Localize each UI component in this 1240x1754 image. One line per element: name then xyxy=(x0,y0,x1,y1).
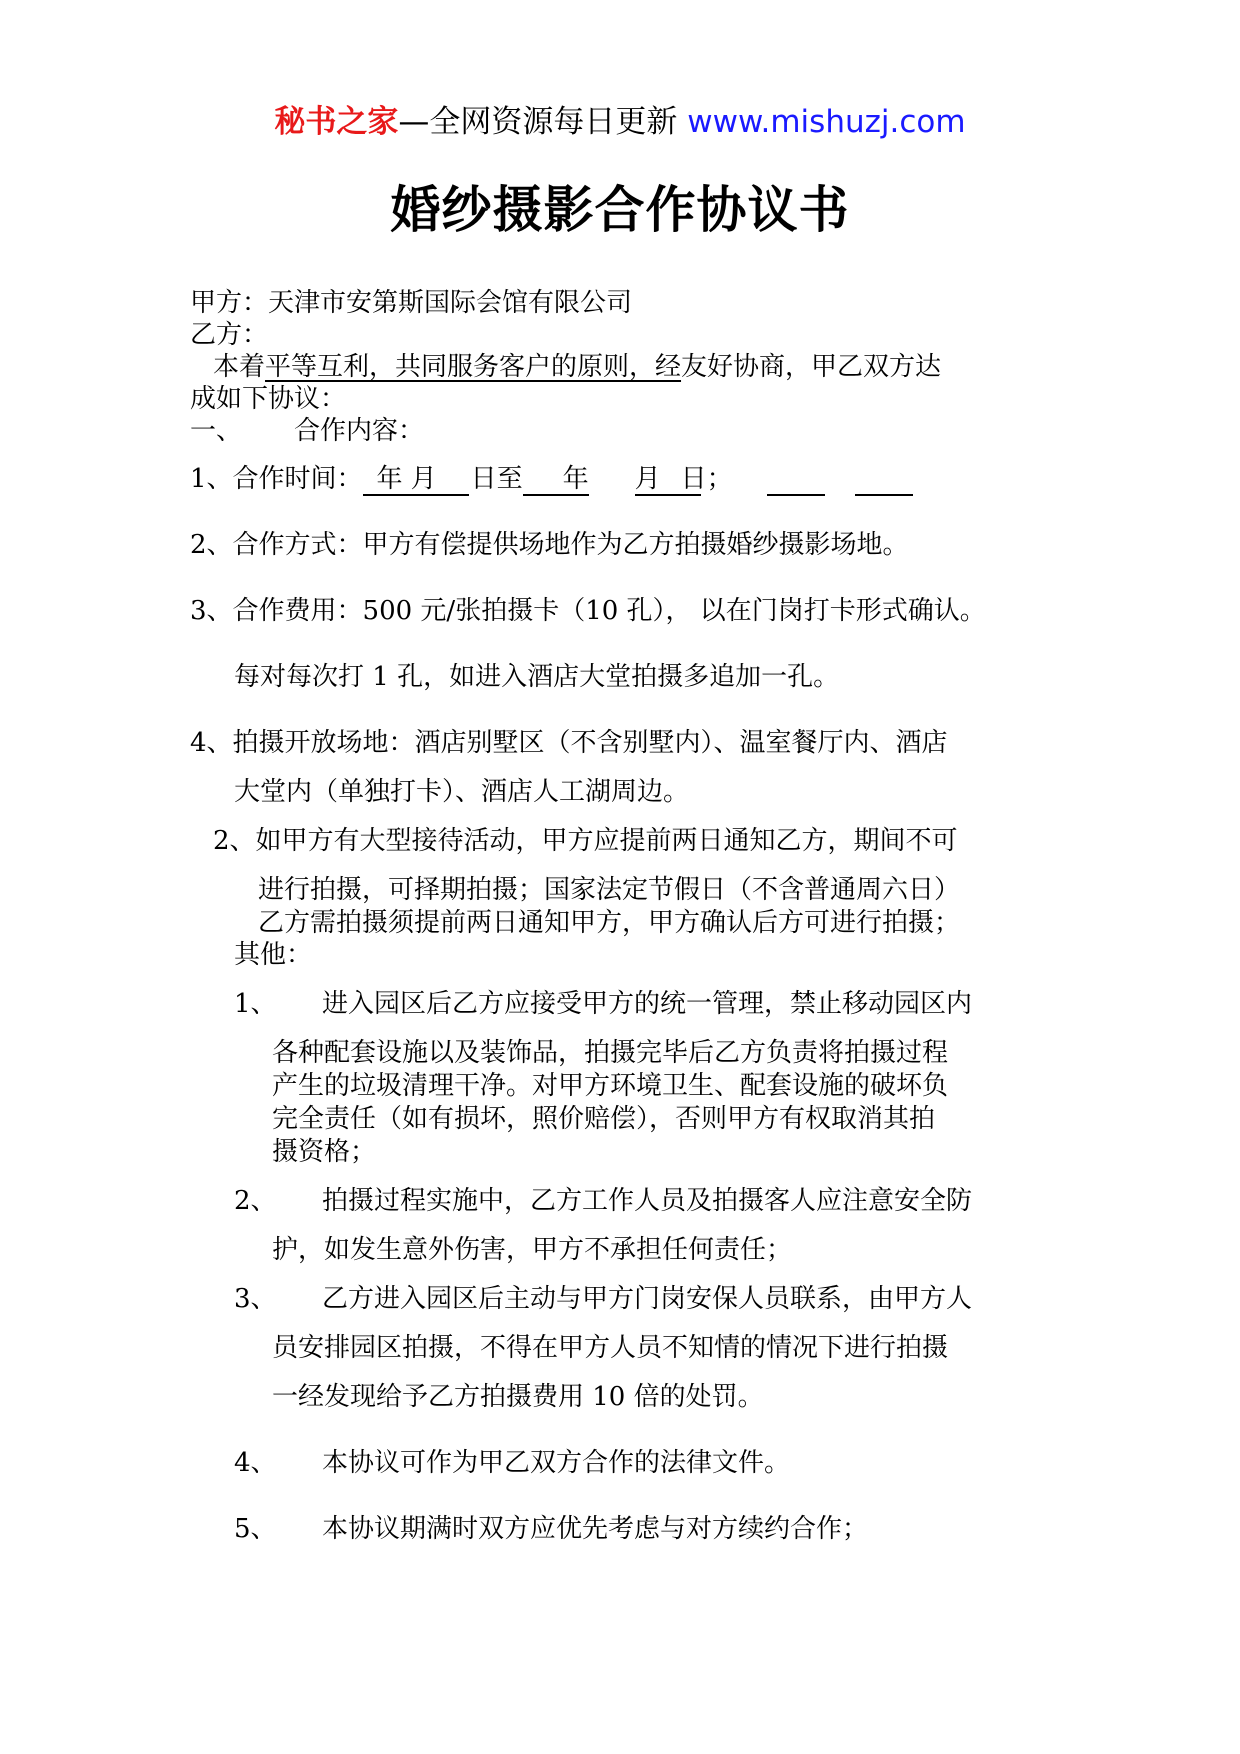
year2-text: 年 xyxy=(562,464,589,494)
other-item-line: 摄资格； xyxy=(272,1137,377,1167)
other-item-line: 完全责任（如有损坏，照价赔偿），否则甲方有权取消其拍 xyxy=(272,1104,936,1134)
site-slogan: —全网资源每日更新 xyxy=(398,104,678,140)
cooperation-time-line xyxy=(190,462,913,496)
intro-paragraph xyxy=(213,350,941,384)
other-item-number: 5、 xyxy=(234,1514,277,1544)
section-number: 一、 xyxy=(190,416,243,446)
other-item-line: 各种配套设施以及装饰品，拍摄完毕后乙方负责将拍摄过程 xyxy=(272,1038,949,1068)
day-text: 日 xyxy=(470,464,497,494)
extra-blank-1 xyxy=(767,464,825,496)
document-title: 婚纱摄影合作协议书 xyxy=(390,181,850,239)
venue-line-1: 4、拍摄开放场地：酒店别墅区（不含别墅内）、温室餐厅内、酒店 xyxy=(190,728,948,758)
venue-line-2: 大堂内（单独打卡）、酒店人工湖周边。 xyxy=(234,777,690,807)
other-item-number: 1、 xyxy=(234,989,277,1019)
other-item-line: 进入园区后乙方应接受甲方的统一管理，禁止移动园区内 xyxy=(322,989,973,1019)
fee-note-line: 每对每次打 1 孔，如进入酒店大堂拍摄多追加一孔。 xyxy=(234,662,840,692)
intro-line-2: 成如下协议： xyxy=(190,384,347,414)
other-item-line: 产生的垃圾清理干净。对甲方环境卫生、配套设施的破坏负 xyxy=(272,1071,949,1101)
other-item-line: 护，如发生意外伤害，甲方不承担任何责任； xyxy=(272,1235,793,1265)
site-url-link[interactable]: www.mishuzj.com xyxy=(687,104,966,140)
month-text: 月 xyxy=(410,464,437,494)
other-item-line: 一经发现给予乙方拍摄费用 10 倍的处罚。 xyxy=(272,1382,764,1412)
notice-line-1: 2、如甲方有大型接待活动，甲方应提前两日通知乙方，期间不可 xyxy=(213,826,958,856)
site-header xyxy=(0,102,1240,142)
other-item-line: 乙方进入园区后主动与甲方门岗安保人员联系，由甲方人 xyxy=(322,1284,973,1314)
brand-name: 秘书之家 xyxy=(274,104,399,140)
intro-underlined: 平等互利，共同服务客户的原则，经 xyxy=(265,352,682,382)
intro-pre: 本着 xyxy=(213,352,266,382)
notice-line-3: 乙方需拍摄须提前两日通知甲方，甲方确认后方可进行拍摄； xyxy=(258,908,961,938)
other-item-number: 4、 xyxy=(234,1448,277,1478)
other-item-line: 员安排园区拍摄，不得在甲方人员不知情的情况下进行拍摄 xyxy=(272,1333,949,1363)
other-heading: 其他： xyxy=(234,940,313,970)
intro-post: 友好协商，甲乙双方达 xyxy=(681,352,942,382)
other-item-line: 本协议可作为甲乙双方合作的法律文件。 xyxy=(322,1448,791,1478)
other-item-number: 3、 xyxy=(234,1284,277,1314)
to-text: 至 xyxy=(496,464,523,494)
cooperation-method-line: 2、合作方式：甲方有偿提供场地作为乙方拍摄婚纱摄影场地。 xyxy=(190,530,909,560)
party-a-line: 甲方：天津市安第斯国际会馆有限公司 xyxy=(190,288,633,318)
section-heading xyxy=(190,414,424,448)
section-title: 合作内容： xyxy=(294,416,425,446)
year-text: 年 xyxy=(376,464,403,494)
extra-blank-2 xyxy=(855,464,913,496)
other-item-number: 2、 xyxy=(234,1186,277,1216)
day2-text: 日； xyxy=(680,464,733,494)
party-b-line: 乙方： xyxy=(190,320,269,350)
month2-text: 月 xyxy=(634,464,661,494)
cooperation-fee-line: 3、合作费用：500 元/张拍摄卡（10 孔）， 以在门岗打卡形式确认。 xyxy=(190,596,986,626)
time-label: 1、合作时间： xyxy=(190,464,363,494)
other-item-line: 本协议期满时双方应优先考虑与对方续约合作； xyxy=(322,1514,869,1544)
notice-line-2: 进行拍摄，可择期拍摄；国家法定节假日（不含普通周六日） xyxy=(258,875,961,905)
other-item-line: 拍摄过程实施中，乙方工作人员及拍摄客人应注意安全防 xyxy=(322,1186,973,1216)
